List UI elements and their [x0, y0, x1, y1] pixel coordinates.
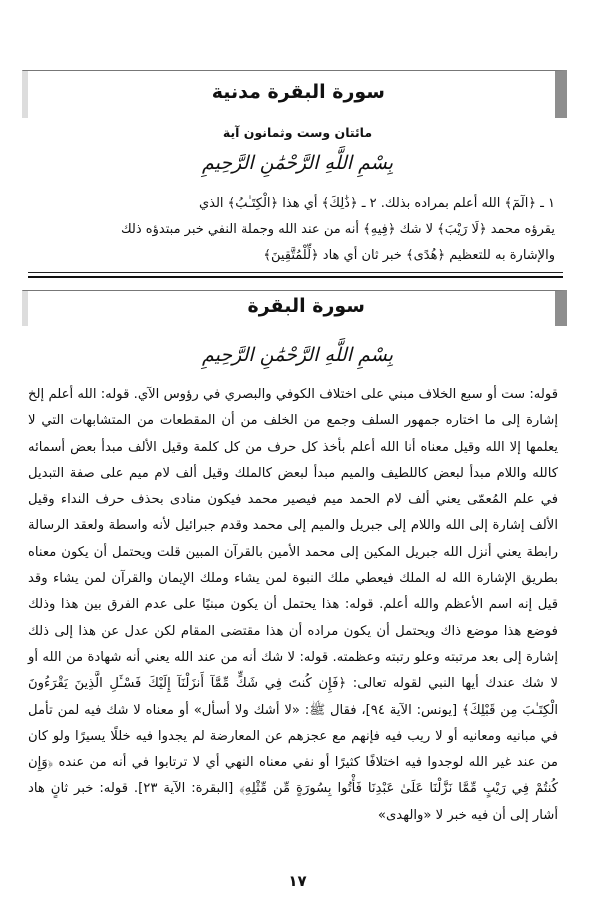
header-frame-edge — [22, 291, 28, 326]
verse-count: مائتان وست وثمانون آية — [222, 125, 373, 140]
surah-title: سورة البقرة مدنية — [211, 81, 385, 103]
tafsir-line-1: ١ ـ ﴿الٓمٓ﴾ الله أعلم بمراده بذلك. ٢ ـ ﴿ذَٰلِكَ﴾ أي هذا ﴿الْكِتَـٰبُ﴾ الذي — [198, 196, 555, 211]
tafsir-line-2: يقرؤه محمد ﴿لَا رَيْبَ﴾ لا شك ﴿فِيهِ﴾ أنه من عند الله وجملة النفي خبر مبتدؤه ذلك — [120, 222, 555, 237]
section-divider-thick — [28, 276, 563, 278]
page-number: ١٧ — [288, 872, 307, 890]
commentary-paragraph: قوله: ست أو سبع الخلاف مبني على اختلاف الكوفي والبصري في رؤوس الآي. قوله: الله أعلم إلخ إشارة إلى ما اختاره جمهور السلف وجمع من الخلف من أن المقطعات من المتشابهات التي لا يعلمها إلا الله وقيل معناه أنا الله أعلم بأخذ كل حرف من كل كلمة وقيل الألف مبدأ بعض أسمائه كالله واللام مبدأ لبعض كاللطيف والميم مبدأ لبعض كالملك وقيل ألف لام ميم على صفة التبديل في علم المُعمّى يعني ألف لام الحمد ميم فيصير محمد فيكون منادى بحذف حرف النداء وقيل الألف إشارة إلى الله واللام إلى جبريل والميم إلى محمد وقدم جبرائيل لأنه واسطة ولعقد الرسالة رابطة يعني أنزل الله جبريل المكين إلى محمد الأمين بالقرآن المبين قلت ويحتمل أن يكون معناه بطريق الإشارة الله له الملك فيعطي ملك النبوة لمن يشاء وملك الإيمان والقرآن لمن يشاء وقد قيل إنه اسم الأعظم والله أعلم. قوله: هذا يحتمل أن يكون مبنيًا على عدم الفرق بين هذا وذلك فوضع هذا موضع ذاك ويحتمل أن يكون مراده أن هذا مقتضى المقام لكن عدل عن هذا إلى ذلك إشارة إلى بعد مرتبته وعلو رتبته وعظمته. قوله: لا شك أنه من عند الله يعني أنه شهادة من الله أو لا شك عندك أيها النبي لقوله تعالى: ﴿فَإِن كُنتَ فِي شَكٍّ مِّمَّآ أَنزَلْنَآ إِلَيْكَ فَسْـَٔلِ الَّذِينَ يَقْرَءُونَ الْكِتَـٰبَ مِن قَبْلِكَ﴾ [يونس: الآية ٩٤]، فقال ﷺ: «لا أشك ولا أسأل» أو معناه لا شك فيه لمن تأمل في مبانيه ومعانيه أو لا ريب فيه فإنهم مع عجزهم عن المعارضة لم يجدوا فيه خللًا يسيرًا ولو كان من عند غير الله لوجدوا فيه اختلافًا كثيرًا أو نفي معناه النهي أي لا ترتابوا في أنه من عنده ﴿وَإِن كُنتُمْ فِي رَيْبٍ مِّمَّا نَزَّلْنَا عَلَىٰ عَبْدِنَا فَأْتُوا بِسُورَةٍ مِّن مِّثْلِهِ﴾ [البقرة: الآية ٢٣]. قوله: خبر ثانٍ هاد أشار إلى أن فيه خبر لا «والهدى» — [28, 387, 558, 823]
basmala: بِسْمِ اللَّهِ الرَّحْمَٰنِ الرَّحِيمِ — [202, 152, 393, 174]
commentary-title: سورة البقرة — [247, 295, 365, 317]
commentary-body — [28, 382, 558, 829]
section-divider — [28, 272, 563, 273]
commentary-header-box — [22, 290, 567, 326]
surah-header-box — [22, 70, 567, 118]
tafsir-line-3: والإشارة به للتعظيم ﴿هُدًى﴾ خبر ثان أي هاد ﴿لِّلْمُتَّقِينَ﴾ — [263, 248, 555, 263]
header-frame-edge — [22, 71, 28, 118]
basmala: بِسْمِ اللَّهِ الرَّحْمَٰنِ الرَّحِيمِ — [202, 344, 393, 366]
